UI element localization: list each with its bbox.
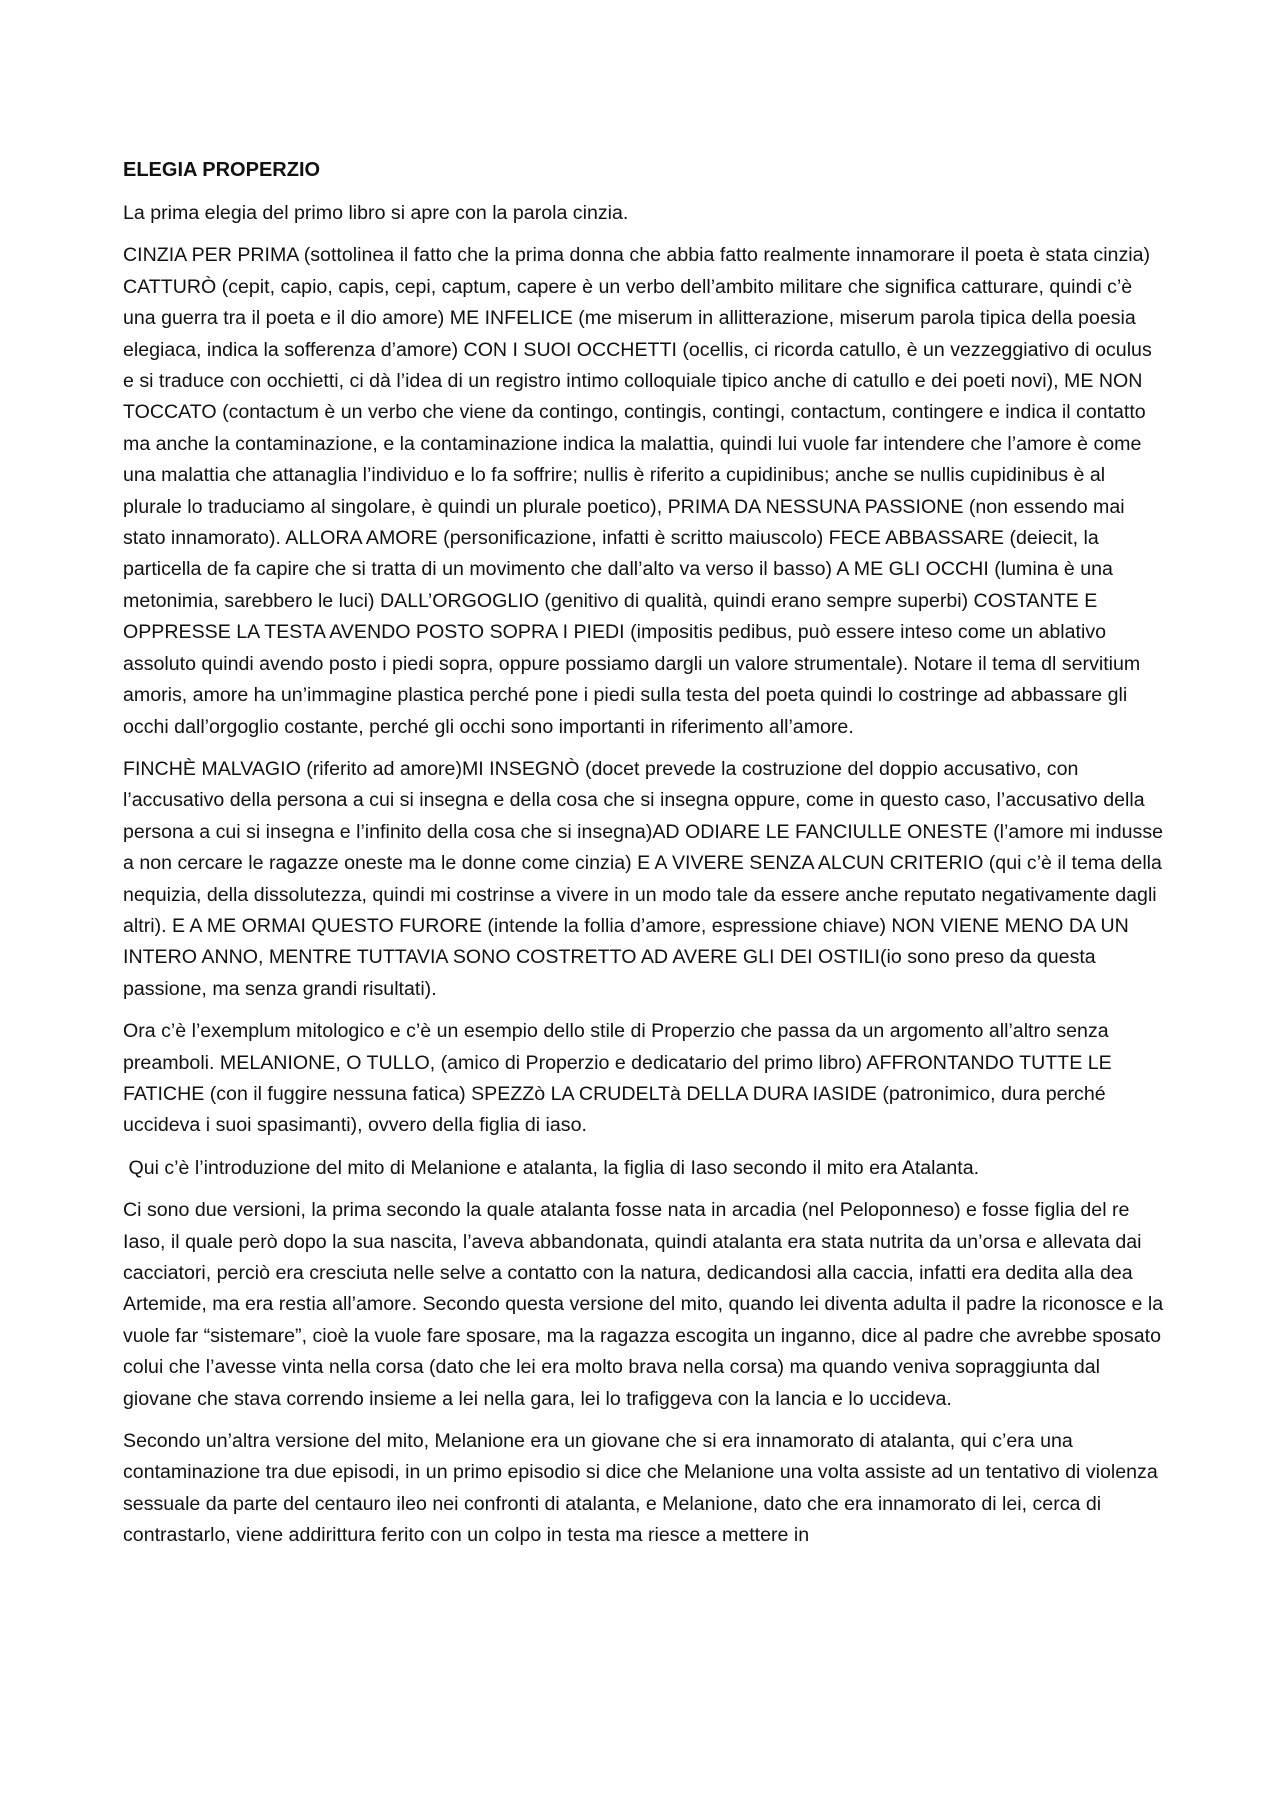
- paragraph-prima-versione: Ci sono due versioni, la prima secondo la quale atalanta fosse nata in arcadia (nel Peloponneso) e fosse figlia del re Iaso, il quale però dopo la sua nascita, l’aveva abbandonata, quindi atalanta era stata nutrita da un’orsa e allevata dai cacciatori, perciò era cresciuta nelle selve a contatto con la natura, dedicandosi alla caccia, infatti era dedita alla dea Artemide, ma era restia all’amore. Secondo questa versione del mito, quando lei diventa adulta il padre la riconosce e la vuole far “sistemare”, cioè la vuole fare sposare, ma la ragazza escogita un inganno, dice al padre che avrebbe sposato colui che l’avesse vinta nella corsa (dato che lei era molto brava nella corsa) ma quando veniva sopraggiunta dal giovane che stava correndo insieme a lei nella gara, lei lo trafiggeva con la lancia e lo uccideva.: [123, 1199, 1164, 1410]
- paragraph-exemplum: Ora c’è l’exemplum mitologico e c’è un esempio dello stile di Properzio che passa da un argomento all’altro senza preamboli. MELANIONE, O TULLO, (amico di Properzio e dedicatario del primo libro) AFFRONTANDO TUTTE LE FATICHE (con il fuggire nessuna fatica) SPEZZò LA CRUDELTà DELLA DURA IASIDE (patronimico, dura perché uccideva i suoi spasimanti), ovvero della figlia di iaso.: [123, 1020, 1112, 1137]
- paragraph-finche: FINCHÈ MALVAGIO (riferito ad amore)MI INSEGNÒ (docet prevede la costruzione del doppio accusativo, con l’accusativo della persona a cui si insegna e della cosa che si insegna oppure, come in questo caso, l’accusativo della persona a cui si insegna e l’infinito della cosa che si insegna)AD ODIARE LE FANCIULLE ONESTE (l’amore mi indusse a non cercare le ragazze oneste ma le donne come cinzia) E A VIVERE SENZA ALCUN CRITERIO (qui c’è il tema della nequizia, della dissolutezza, quindi mi costrinse a vivere in un modo tale da essere anche reputato negativamente dagli altri). E A ME ORMAI QUESTO FURORE (intende la follia d’amore, espressione chiave) NON VIENE MENO DA UN INTERO ANNO, MENTRE TUTTAVIA SONO COSTRETTO AD AVERE GLI DEI OSTILI(io sono preso da questa passione, ma senza grandi risultati).: [123, 757, 1164, 1000]
- paragraph-intro: La prima elegia del primo libro si apre con la parola cinzia.: [123, 202, 629, 224]
- document-body: [123, 155, 1168, 1563]
- paragraph-mito-intro: Qui c’è l’introduzione del mito di Melanione e atalanta, la figlia di Iaso secondo il mito era Atalanta.: [123, 1156, 980, 1179]
- document-title: ELEGIA PROPERZIO: [123, 159, 321, 181]
- paragraph-seconda-versione: Secondo un’altra versione del mito, Melanione era un giovane che si era innamorato di atalanta, qui c’era una contaminazione tra due episodi, in un primo episodio si dice che Melanione una volta assiste ad un tentativo di violenza sessuale da parte del centauro ileo nei confronti di atalanta, e Melanione, dato che era innamorato di lei, cerca di contrastarlo, viene addirittura ferito con un colpo in testa ma riesce a mettere in: [123, 1430, 1158, 1547]
- paragraph-cinzia: CINZIA PER PRIMA (sottolinea il fatto che la prima donna che abbia fatto realmente innamorare il poeta è stata cinzia) CATTURÒ (cepit, capio, capis, cepi, captum, capere è un verbo dell’ambito militare che significa catturare, quindi c’è una guerra tra il poeta e il dio amore) ME INFELICE (me miserum in allitterazione, miserum parola tipica della poesia elegiaca, indica la sofferenza d’amore) CON I SUOI OCCHETTI (ocellis, ci ricorda catullo, è un vezzeggiativo di oculus e si traduce con occhietti, ci dà l’idea di un registro intimo colloquiale tipico anche di catullo e dei poeti novi), ME NON TOCCATO (contactum è un verbo che viene da contingo, contingis, contingi, contactum, contingere e indica il contatto ma anche la contaminazione, e la contaminazione indica la malattia, quindi lui vuole far intendere che l’amore è come una malattia che attanaglia l’individuo e lo fa soffrire; nullis è riferito a cupidinibus; anche se nullis cupidinibus è al plurale lo traduciamo al singolare, è quindi un plurale poetico), PRIMA DA NESSUNA PASSIONE (non essendo mai stato innamorato). ALLORA AMORE (personificazione, infatti è scritto maiuscolo) FECE ABBASSARE (deiecit, la particella de fa capire che si tratta di un movimento che dall’alto va verso il basso) A ME GLI OCCHI (lumina è una metonimia, sarebbero le luci) DALL’ORGOGLIO (genitivo di qualità, quindi erano sempre superbi) COSTANTE E OPPRESSE LA TESTA AVENDO POSTO SOPRA I PIEDI (impositis pedibus, può essere inteso come un ablativo assoluto quindi avendo posto i piedi sopra, oppure possiamo dargli un valore strumentale). Notare il tema dl servitium amoris, amore ha un’immagine plastica perché pone i piedi sulla testa del poeta quindi lo costringe ad abbassare gli occhi dall’orgoglio costante, perché gli occhi sono importanti in riferimento all’amore.: [123, 244, 1152, 738]
